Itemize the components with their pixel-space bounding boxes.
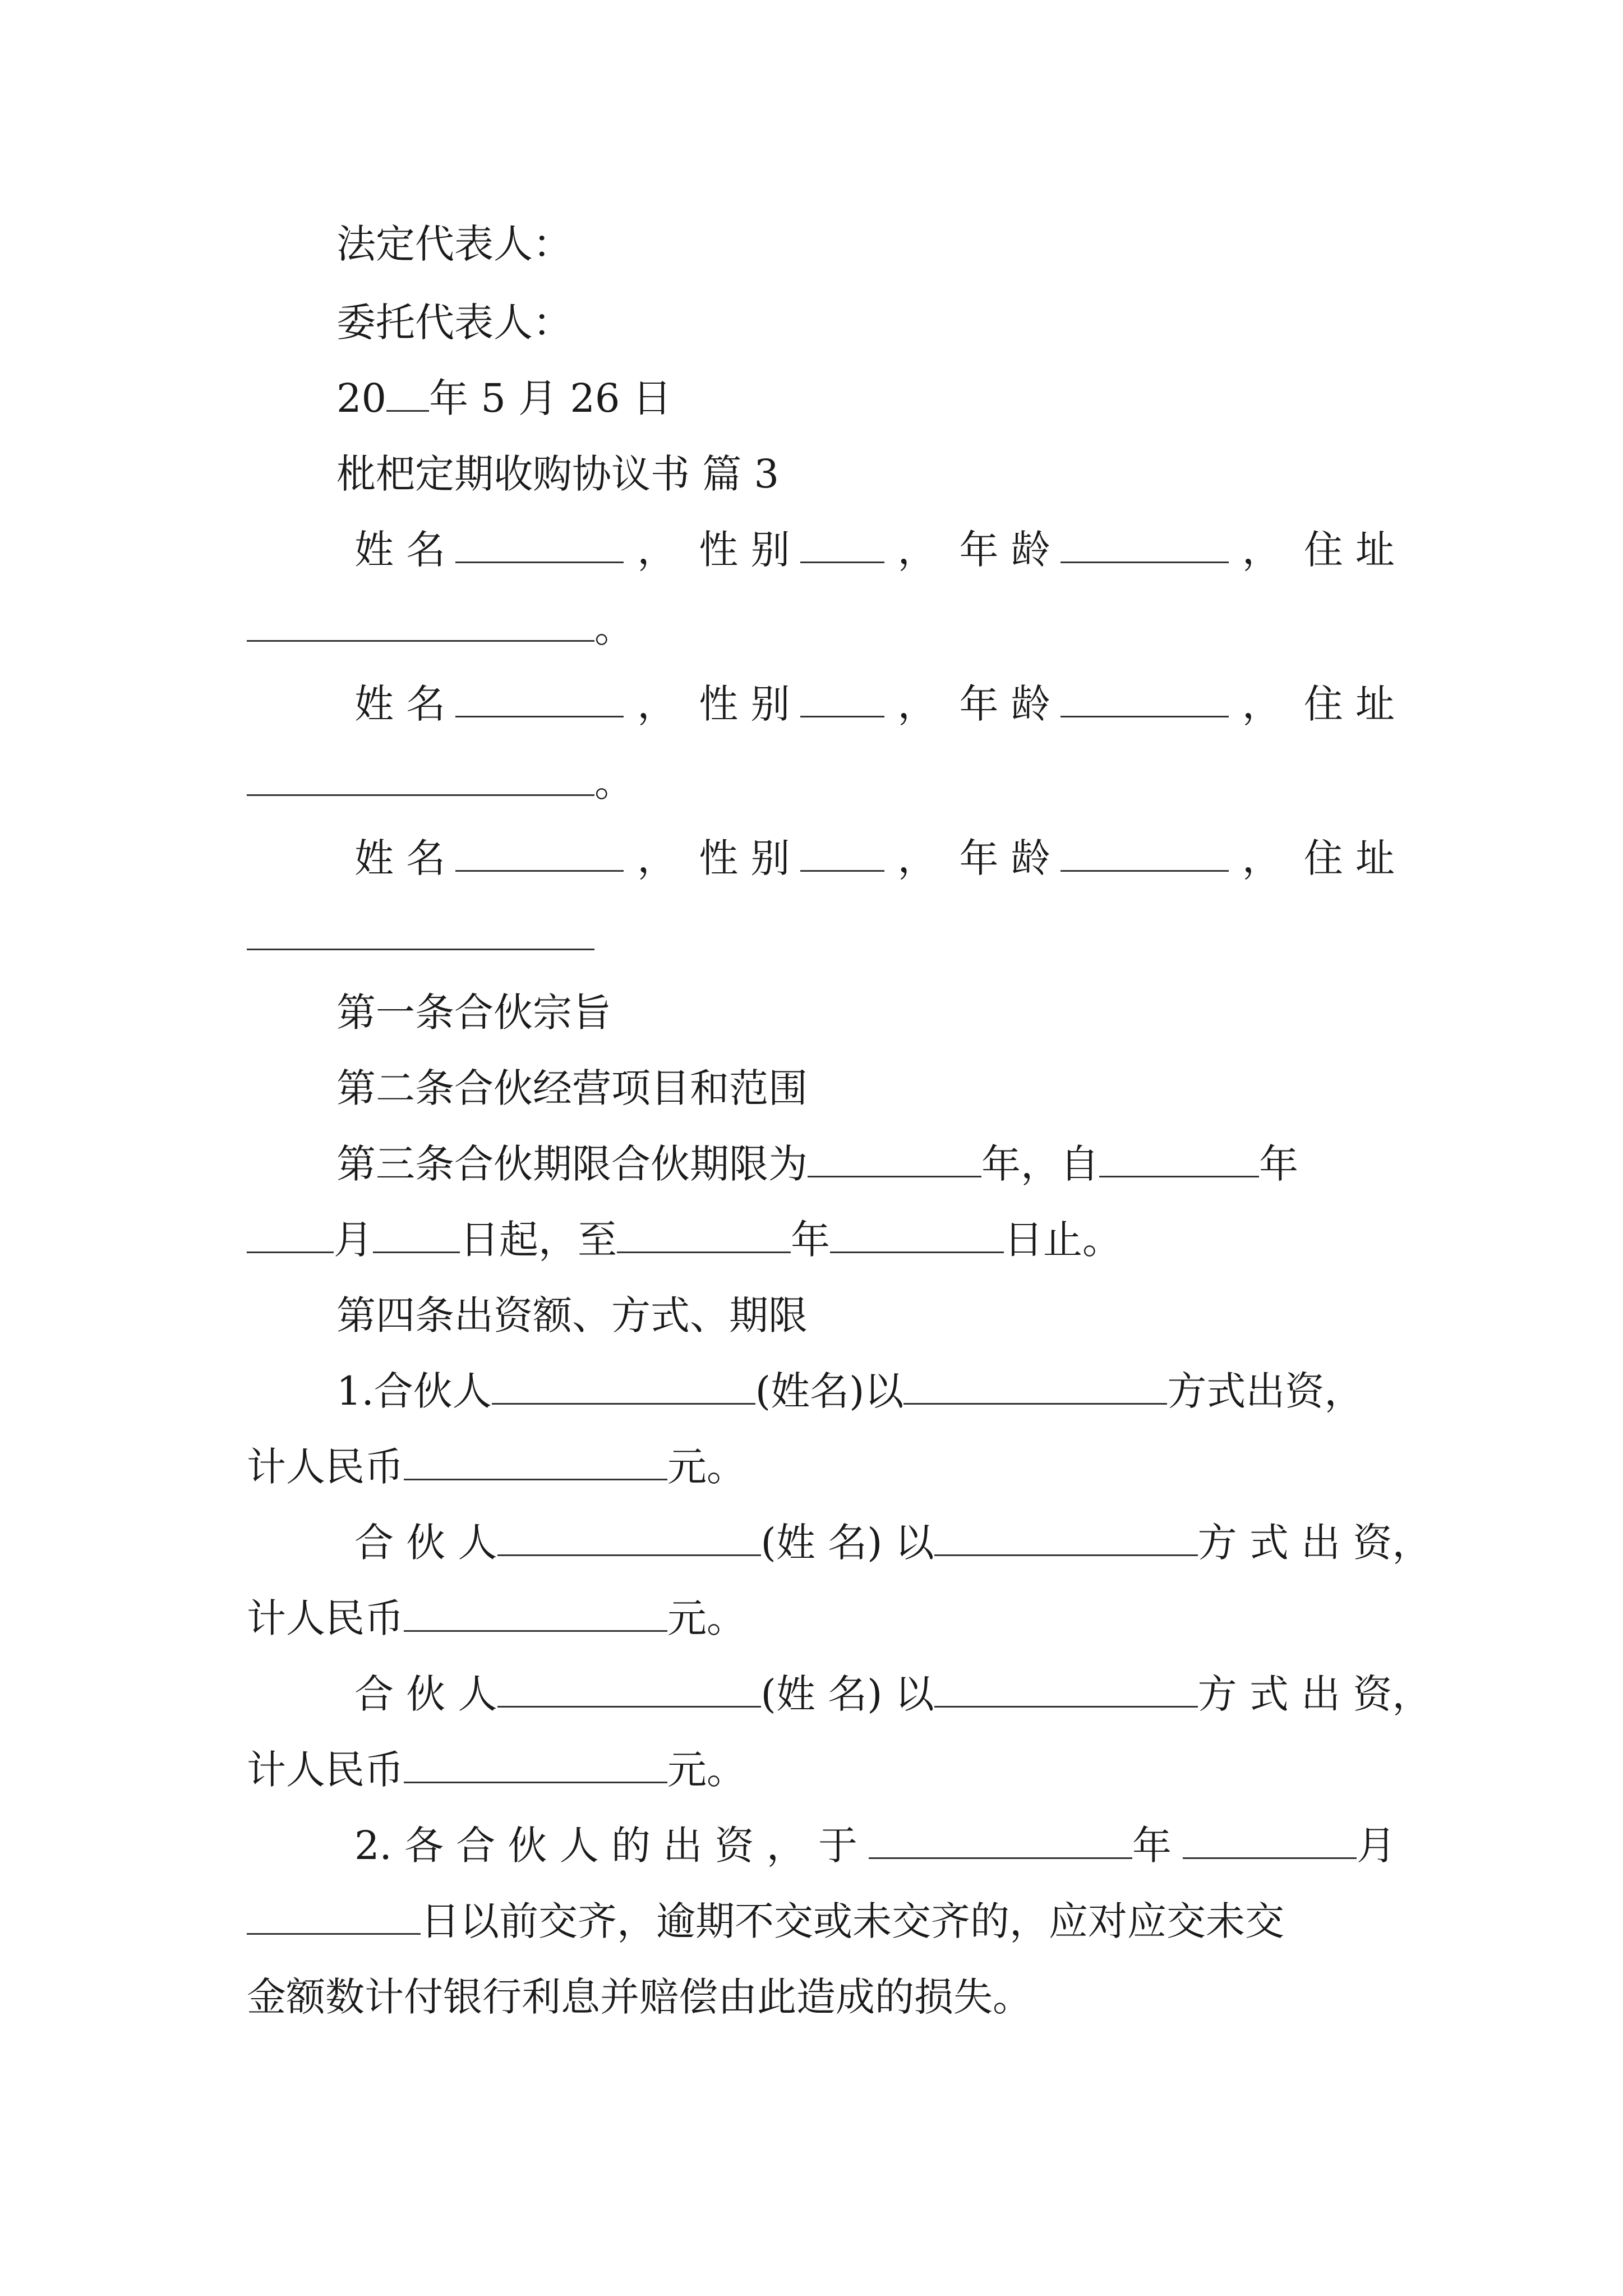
gender-label: 性 别 [699, 681, 790, 727]
amount-suffix: 元。 [667, 1747, 746, 1793]
item-2-continued [247, 1893, 1284, 1949]
partner-label: 合伙人 [374, 1368, 492, 1414]
comma: ， [1242, 681, 1281, 727]
item-number: 1. [336, 1368, 374, 1414]
address-label: 住 址 [1303, 681, 1395, 727]
method-suffix: 方式出资， [1167, 1368, 1364, 1414]
address-line [247, 600, 634, 656]
entrusted-representative-line [336, 295, 572, 351]
amount-label: 计人民币 [247, 1595, 404, 1641]
date-line [336, 370, 672, 426]
comma: ， [1242, 527, 1281, 573]
article-3-text: 日起，至 [460, 1217, 617, 1263]
deadline-month-blank [1183, 1820, 1357, 1859]
amount-label: 计人民币 [247, 1747, 404, 1793]
address-blank [247, 757, 594, 796]
comma: ， [897, 681, 937, 727]
period: 。 [594, 760, 634, 806]
heading-text: 枇杷定期收购协议书 篇 3 [336, 451, 780, 497]
partner-name-blank [497, 1517, 761, 1556]
article-4-text: 第四条出资额、方式、期限 [336, 1292, 808, 1338]
name-label: 姓 名 [354, 681, 446, 727]
partner-info-line [354, 830, 1395, 886]
item-2-text: 金额数计付银行利息并赔偿由此造成的损失。 [247, 1974, 1032, 2020]
article-4 [336, 1287, 808, 1343]
name-label: 姓 名 [354, 527, 446, 573]
article-2 [336, 1060, 808, 1116]
partner-name-blank [497, 1669, 761, 1708]
method-suffix: 方 式 出 资， [1197, 1520, 1432, 1566]
age-label: 年 龄 [959, 835, 1050, 881]
age-label: 年 龄 [959, 681, 1050, 727]
address-blank [247, 912, 594, 950]
comma: ， [637, 527, 677, 573]
article-3-text: 年，自 [981, 1141, 1099, 1187]
date-prefix: 20 [336, 375, 387, 421]
period: 。 [594, 605, 634, 651]
address-line [247, 909, 594, 965]
method-blank [934, 1669, 1198, 1708]
comma: ， [897, 835, 937, 881]
item-2-text: 2. 各 合 伙 人 的 出 资 ， 于 [354, 1823, 858, 1869]
contribution-amount-line [247, 1742, 746, 1798]
article-1 [336, 984, 611, 1041]
contribution-amount-line [247, 1439, 746, 1495]
contribution-partner [354, 1666, 1431, 1722]
address-label: 住 址 [1303, 835, 1395, 881]
legal-representative-line [336, 216, 572, 272]
contribution-item-1 [336, 1363, 1363, 1419]
age-blank [1061, 524, 1229, 563]
deadline-day-blank [247, 1896, 421, 1935]
start-year-blank [1099, 1139, 1259, 1177]
item-2-continued [247, 1969, 1032, 2025]
article-3 [336, 1136, 1298, 1192]
partner-name-blank [492, 1366, 755, 1405]
name-suffix: (姓 名) 以 [760, 1520, 934, 1566]
deadline-year-blank [869, 1820, 1132, 1859]
end-day-blank [830, 1214, 1004, 1253]
item-2-text: 日以前交齐，逾期不交或未交齐的，应对应交未交 [421, 1898, 1284, 1944]
address-label: 住 址 [1303, 527, 1395, 573]
contribution-amount-line [247, 1590, 746, 1646]
comma: ， [897, 527, 937, 573]
term-blank [808, 1139, 981, 1177]
section-heading [336, 446, 779, 502]
date-rest: 年 5 月 26 日 [429, 375, 672, 421]
age-blank [1061, 833, 1229, 872]
amount-suffix: 元。 [667, 1444, 746, 1490]
age-blank [1061, 679, 1229, 717]
comma: ， [637, 835, 677, 881]
gender-blank [800, 524, 884, 563]
article-3-text: 年 [791, 1217, 830, 1263]
contribution-item-2 [354, 1818, 1396, 1874]
name-blank [455, 679, 624, 717]
article-2-text: 第二条合伙经营项目和范围 [336, 1065, 808, 1111]
entrusted-representative-label: 委托代表人： [336, 300, 572, 346]
partner-label: 合 伙 人 [354, 1671, 497, 1717]
partner-info-line [354, 676, 1395, 732]
comma: ， [637, 681, 677, 727]
legal-representative-label: 法定代表人： [336, 221, 572, 267]
month-label: 月 [1357, 1823, 1396, 1869]
method-blank [903, 1366, 1167, 1405]
amount-blank [404, 1442, 667, 1480]
article-3-continued [247, 1212, 1122, 1268]
name-suffix: (姓 名) 以 [760, 1671, 934, 1717]
end-year-blank [617, 1214, 791, 1253]
year-blank [386, 373, 429, 412]
contribution-partner [354, 1515, 1431, 1571]
name-blank [455, 524, 624, 563]
comma: ， [1242, 835, 1281, 881]
amount-suffix: 元。 [667, 1595, 746, 1641]
name-suffix: (姓名)以 [755, 1368, 904, 1414]
age-label: 年 龄 [959, 527, 1050, 573]
start-day-blank [373, 1214, 460, 1253]
name-blank [455, 833, 624, 872]
amount-blank [404, 1745, 667, 1783]
article-3-text: 第三条合伙期限合伙期限为 [336, 1141, 808, 1187]
article-3-text: 年 [1259, 1141, 1298, 1187]
article-1-text: 第一条合伙宗旨 [336, 990, 611, 1036]
name-label: 姓 名 [354, 835, 446, 881]
amount-blank [404, 1593, 667, 1632]
address-line [247, 754, 634, 811]
start-month-blank [247, 1214, 334, 1253]
gender-label: 性 别 [699, 527, 790, 573]
gender-blank [800, 679, 884, 717]
partner-info-line [354, 522, 1395, 578]
partner-label: 合 伙 人 [354, 1520, 497, 1566]
address-blank [247, 603, 594, 642]
amount-label: 计人民币 [247, 1444, 404, 1490]
article-3-text: 月 [334, 1217, 373, 1263]
article-3-text: 日止。 [1004, 1217, 1122, 1263]
year-label: 年 [1132, 1823, 1172, 1869]
gender-blank [800, 833, 884, 872]
gender-label: 性 别 [699, 835, 790, 881]
method-suffix: 方 式 出 资， [1197, 1671, 1432, 1717]
method-blank [934, 1517, 1198, 1556]
